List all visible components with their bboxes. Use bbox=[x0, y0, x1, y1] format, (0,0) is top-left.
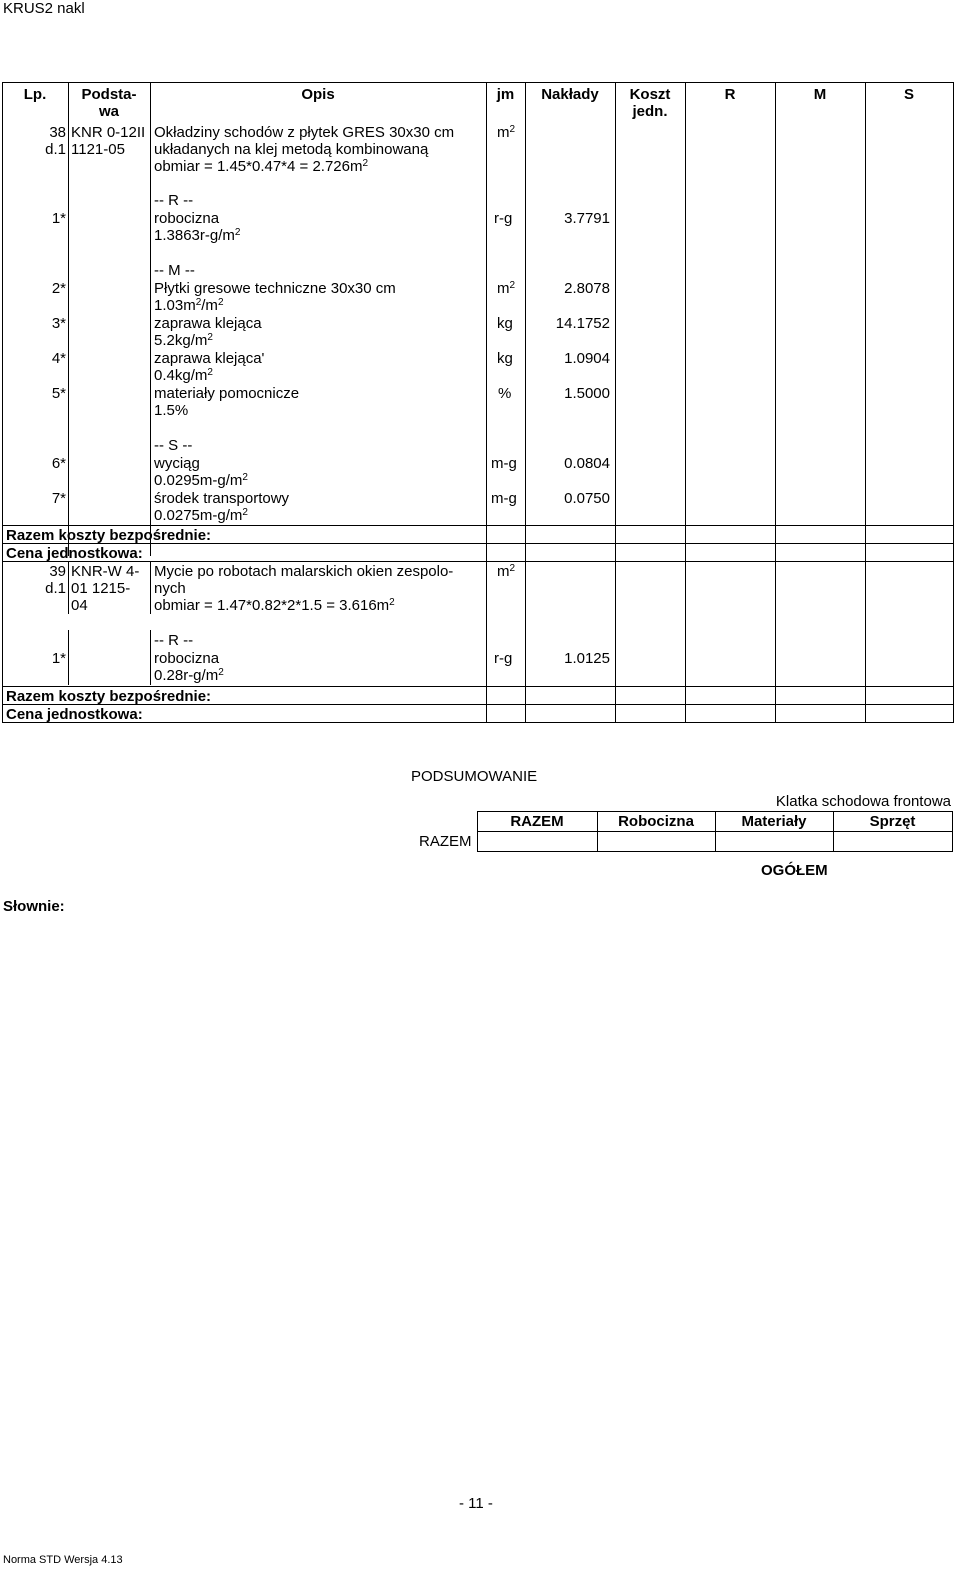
resource-norm: $5.2kg/m^2$ bbox=[154, 332, 213, 349]
item-base: KNR 0-12II bbox=[71, 124, 146, 141]
resource-quantity: 2.8078 bbox=[564, 280, 610, 297]
item-measure: obmiar = $1.47*0.82*2*1.5 = 3.616m^2$ bbox=[154, 597, 395, 614]
resource-name: materiały pomocnicze bbox=[154, 385, 300, 402]
header-opis: Opis bbox=[301, 86, 335, 103]
summary-col-sprzet: Sprzęt bbox=[869, 813, 916, 830]
resource-quantity: 1.5000 bbox=[564, 385, 610, 402]
resource-no: 1* bbox=[51, 210, 66, 227]
resource-no: 3* bbox=[51, 315, 66, 332]
summary-col-materialy: Materiały bbox=[741, 813, 807, 830]
resource-norm: $0.28r-g/m^2$ bbox=[154, 667, 224, 684]
item-measure: obmiar = $1.45*0.47*4 = 2.726m^2$ bbox=[154, 158, 369, 175]
resource-unit: r-g bbox=[494, 210, 513, 227]
col-line bbox=[953, 82, 954, 723]
col-line bbox=[775, 82, 776, 723]
section-s-header: -- S -- bbox=[154, 437, 193, 454]
resource-name: środek transportowy bbox=[154, 490, 290, 507]
row-line bbox=[2, 525, 953, 526]
resource-no: 2* bbox=[51, 280, 66, 297]
resource-no: 5* bbox=[51, 385, 66, 402]
resource-name: zaprawa klejąca bbox=[154, 315, 262, 332]
resource-no: 7* bbox=[51, 490, 66, 507]
col-line bbox=[525, 82, 526, 723]
table-bottom-border bbox=[2, 722, 953, 723]
item-lp-2: d.1 bbox=[45, 141, 66, 158]
resource-quantity: 0.0804 bbox=[564, 455, 610, 472]
col-line bbox=[150, 630, 151, 685]
col-line bbox=[2, 82, 3, 723]
item-unit: $m^2$ bbox=[497, 563, 516, 580]
row-line bbox=[2, 686, 953, 687]
summary-col-razem: RAZEM bbox=[510, 813, 564, 830]
resource-unit: $m^2$ bbox=[497, 280, 516, 297]
summary-subtitle: Klatka schodowa frontowa bbox=[775, 793, 951, 810]
col-line bbox=[865, 82, 866, 723]
section-m-header: -- M -- bbox=[154, 262, 195, 279]
summary-line bbox=[952, 811, 953, 852]
unit-price-label: Cena jednostkowa: bbox=[6, 706, 143, 723]
col-line bbox=[68, 630, 69, 685]
item-description: Okładziny schodów z płytek GRES 30x30 cm bbox=[154, 124, 455, 141]
dictionary-label: Słownie: bbox=[3, 898, 65, 915]
table-top-border bbox=[2, 82, 953, 83]
resource-no: 1* bbox=[51, 650, 66, 667]
resource-unit: kg bbox=[497, 315, 513, 332]
item-lp: 38 bbox=[49, 124, 66, 141]
item-base-2: 1121-05 bbox=[71, 141, 125, 158]
section-r-header: -- R -- bbox=[154, 192, 194, 209]
header-koszt-2: jedn. bbox=[632, 103, 668, 120]
resource-norm: $1.03m^2/m^2$ bbox=[154, 297, 224, 314]
resource-no: 4* bbox=[51, 350, 66, 367]
header-naklady: Nakłady bbox=[541, 86, 599, 103]
summary-col-robocizna: Robocizna bbox=[618, 813, 694, 830]
header-koszt: Koszt bbox=[629, 86, 671, 103]
resource-unit: r-g bbox=[494, 650, 513, 667]
unit-price-label: Cena jednostkowa: bbox=[6, 545, 143, 562]
document-title: KRUS2 nakl bbox=[3, 0, 85, 17]
resource-quantity: 3.7791 bbox=[564, 210, 610, 227]
resource-norm: $0.4kg/m^2$ bbox=[154, 367, 213, 384]
header-r: R bbox=[724, 86, 736, 103]
resource-unit: m-g bbox=[491, 455, 517, 472]
page-number: - 11 - bbox=[459, 1495, 493, 1512]
resource-quantity: 1.0125 bbox=[564, 650, 610, 667]
resource-quantity: 14.1752 bbox=[555, 315, 610, 332]
summary-title: PODSUMOWANIE bbox=[411, 768, 538, 785]
item-description: Mycie po robotach malarskich okien zespolo- bbox=[154, 563, 454, 580]
item-unit: $m^2$ bbox=[497, 124, 516, 141]
header-podstawa: Podsta- bbox=[81, 86, 137, 103]
resource-unit: kg bbox=[497, 350, 513, 367]
footer-version: Norma STD Wersja 4.13 bbox=[3, 1554, 123, 1566]
resource-unit: m-g bbox=[491, 490, 517, 507]
resource-norm: $1.3863r-g/m^2$ bbox=[154, 227, 241, 244]
section-r-header: -- R -- bbox=[154, 632, 194, 649]
col-line bbox=[68, 562, 69, 614]
col-line bbox=[150, 562, 151, 614]
resource-norm: $0.0275m-g/m^2$ bbox=[154, 507, 248, 524]
col-line bbox=[68, 82, 69, 556]
resource-no: 6* bbox=[51, 455, 66, 472]
resource-unit: % bbox=[498, 385, 512, 402]
direct-costs-label: Razem koszty bezpośrednie: bbox=[6, 688, 212, 705]
resource-quantity: 0.0750 bbox=[564, 490, 610, 507]
item-lp-2: d.1 bbox=[45, 580, 66, 597]
header-podstawa-2: wa bbox=[98, 103, 119, 120]
header-s: S bbox=[903, 86, 914, 103]
resource-norm: $0.0295m-g/m^2$ bbox=[154, 472, 248, 489]
resource-quantity: 1.0904 bbox=[564, 350, 610, 367]
item-base-3: 04 bbox=[71, 597, 88, 614]
resource-name: wyciąg bbox=[154, 455, 200, 472]
resource-name: Płytki gresowe techniczne 30x30 cm bbox=[154, 280, 396, 297]
header-jm: jm bbox=[496, 86, 515, 103]
resource-name: robocizna bbox=[154, 650, 220, 667]
summary-row-label: RAZEM bbox=[419, 833, 472, 850]
row-line bbox=[2, 561, 953, 562]
col-line bbox=[150, 82, 151, 556]
summary-total-label: OGÓŁEM bbox=[761, 862, 828, 879]
item-description-2: nych bbox=[154, 580, 186, 597]
item-description-2: układanych na klej metodą kombinowaną bbox=[154, 141, 429, 158]
item-base: KNR-W 4- bbox=[71, 563, 140, 580]
col-line bbox=[685, 82, 686, 723]
item-base-2: 01 1215- bbox=[71, 580, 131, 597]
col-line bbox=[486, 82, 487, 723]
resource-name: zaprawa klejąca' bbox=[154, 350, 265, 367]
item-lp: 39 bbox=[49, 563, 66, 580]
resource-norm: 1.5% bbox=[154, 402, 189, 419]
header-lp: Lp. bbox=[23, 86, 47, 103]
resource-name: robocizna bbox=[154, 210, 220, 227]
header-m: M bbox=[813, 86, 827, 103]
direct-costs-label: Razem koszty bezpośrednie: bbox=[6, 527, 212, 544]
col-line bbox=[615, 82, 616, 723]
